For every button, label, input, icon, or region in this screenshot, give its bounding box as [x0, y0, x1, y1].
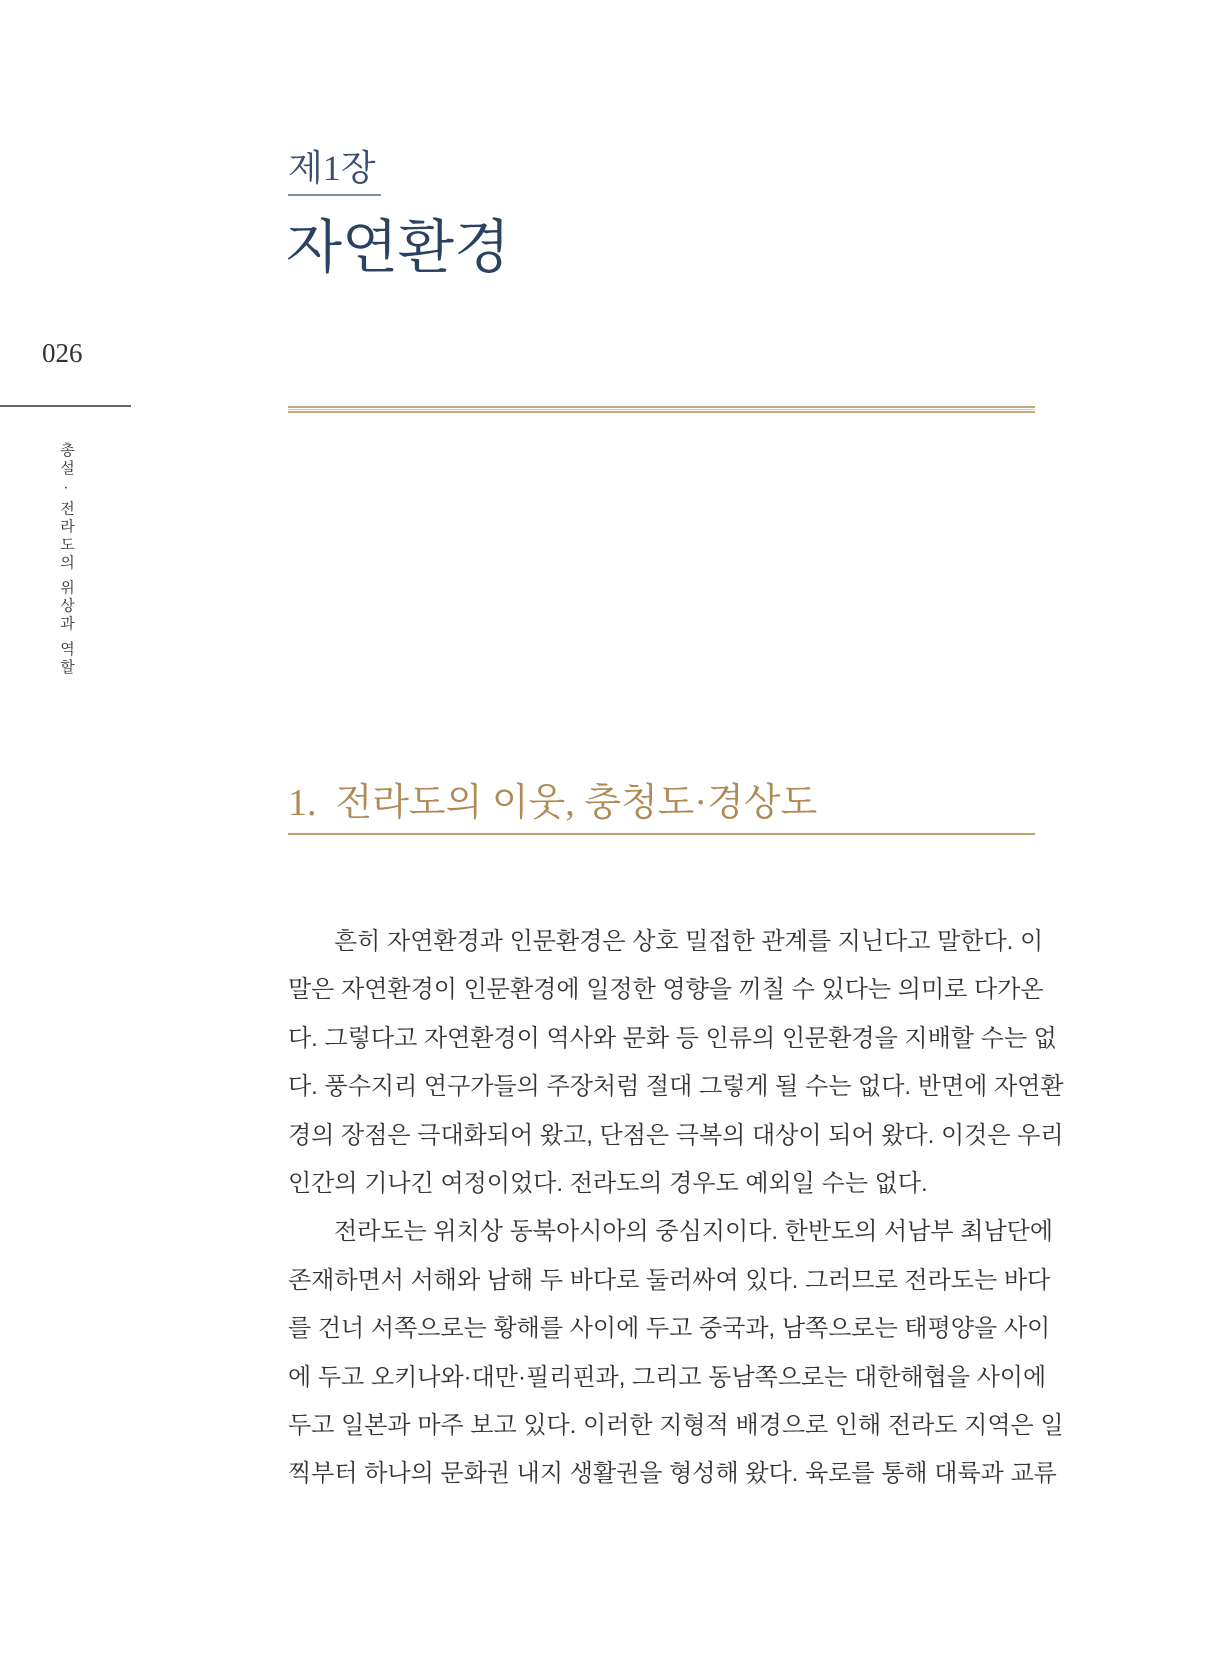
body-line: 흔히 자연환경과 인문환경은 상호 밀접한 관계를 지닌다고 말한다. 이 — [334, 928, 1044, 955]
page-number-rule — [0, 405, 131, 407]
body-line: 다. 풍수지리 연구가들의 주장처럼 절대 그렇게 될 수는 없다. 반면에 자연환 — [288, 1073, 1064, 1101]
section-heading: 1. 전라도의 이웃, 충청도·경상도 — [288, 782, 818, 824]
body-line: 를 건너 서쪽으로는 황해를 사이에 두고 중국과, 남쪽으로는 태평양을 사이 — [288, 1315, 1051, 1343]
body-line: 찍부터 하나의 문화권 내지 생활권을 형성해 왔다. 육로를 통해 대륙과 교류 — [288, 1460, 1057, 1488]
chapter-label: 제1장 — [288, 148, 376, 188]
body-line: 두고 일본과 마주 보고 있다. 이러한 지형적 배경으로 인해 전라도 지역은 일 — [288, 1411, 1064, 1439]
body-line: 경의 장점은 극대화되어 왔고, 단점은 극복의 대상이 되어 왔다. 이것은 우리 — [288, 1121, 1064, 1149]
chapter-title: 자연환경 — [286, 215, 511, 280]
body-line: 인간의 기나긴 여정이었다. 전라도의 경우도 예외일 수는 없다. — [288, 1169, 928, 1197]
running-side-title: 총설 · 전라도의 위상과 역할 — [58, 442, 75, 677]
chapter-underline — [288, 194, 381, 196]
body-text — [288, 922, 1064, 1503]
chapter-divider — [288, 406, 1035, 413]
body-line: 다. 그렇다고 자연환경이 역사와 문화 등 인류의 인문환경을 지배할 수는 없 — [288, 1024, 1057, 1052]
section-rule — [288, 833, 1035, 835]
body-line: 말은 자연환경이 인문환경에 일정한 영향을 끼칠 수 있다는 의미로 다가온 — [288, 976, 1044, 1004]
body-line: 전라도는 위치상 동북아시아의 중심지이다. 한반도의 서남부 최남단에 — [334, 1218, 1054, 1246]
page-number: 026 — [42, 338, 83, 368]
body-line: 에 두고 오키나와·대만·필리핀과, 그리고 동남쪽으로는 대한해협을 사이에 — [288, 1363, 1047, 1391]
body-line: 존재하면서 서해와 남해 두 바다로 둘러싸여 있다. 그러므로 전라도는 바다 — [288, 1266, 1051, 1294]
